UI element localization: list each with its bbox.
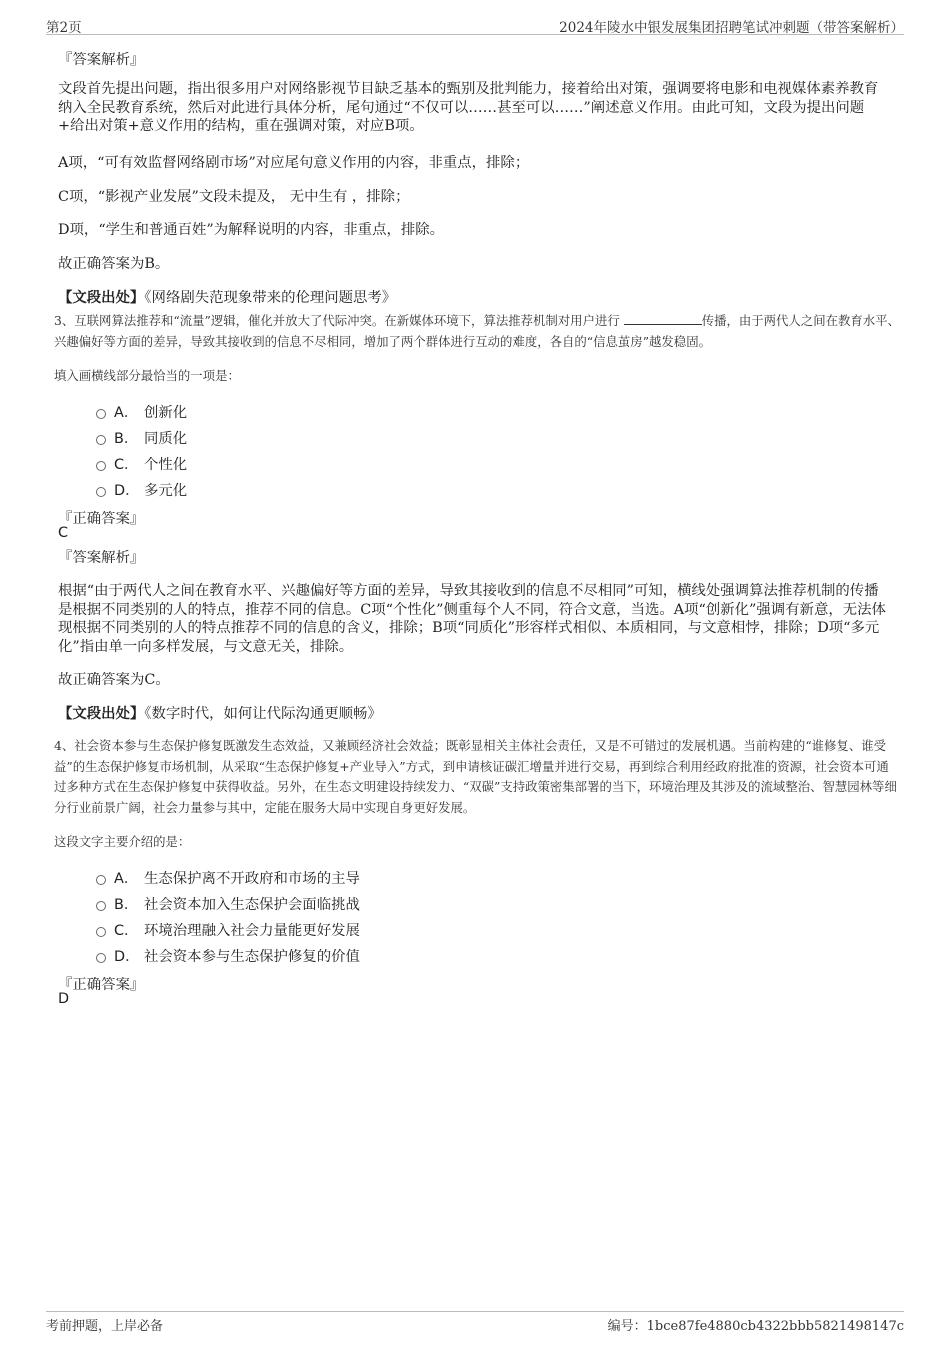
q4-stem: 4、社会资本参与生态保护修复既激发生态效益，又兼顾经济社会效益；既彰显相关主体社会责任，又是不可错过的发展机遇。当前构建的“谁修复、谁受益”的生态保护修复市场机制，从采取“生态保护修复+产业导入”方式，到申请核证碳汇增量并进行交易，再到综合利用经政府批准的资源，社会资本可通过多种方式在生态保护修复中获得收益。另外，在生态文明建设持续发力、“双碳”支持政策密集部署的当下，环境治理及其涉及的流域整治、智慧园林等细分行业前景广阔，社会力量参与其中，定能在服务大局中实现自身更好发展。	[54, 738, 897, 815]
q4-option-c[interactable]	[96, 919, 360, 939]
q4-option-a-text: 生态保护离不开政府和市场的主导	[144, 871, 360, 887]
q3-option-d-letter: D．	[114, 483, 140, 499]
q4-option-d[interactable]	[96, 945, 360, 965]
prev-analysis-heading: 『答案解析』	[58, 52, 145, 68]
footer-doc-id: 编号：1bce87fe4880cb4322bbb5821498147c	[607, 1319, 904, 1334]
prev-note-d: D项，“学生和普通百姓”为解释说明的内容，非重点，排除。	[58, 222, 445, 238]
q3-prompt: 填入画横线部分最恰当的一项是：	[54, 368, 240, 383]
q3-stem	[54, 311, 900, 352]
q3-source-title: 《数字时代，如何让代际沟通更顺畅》	[144, 706, 382, 722]
q3-blank	[624, 312, 702, 325]
document-title: 2024年陵水中银发展集团招聘笔试冲刺题（带答案解析）	[559, 20, 904, 36]
q4-prompt: 这段文字主要介绍的是：	[54, 834, 191, 849]
q3-option-b-letter: B．	[114, 431, 139, 447]
q3-stem-before: 3、互联网算法推荐和“流量”逻辑，催化并放大了代际冲突。在新媒体环境下，算法推荐机制对用户进行	[54, 313, 620, 328]
q3-option-c-letter: C．	[114, 457, 139, 473]
q4-option-a[interactable]	[96, 867, 360, 887]
q4-answer: D	[58, 991, 70, 1007]
q3-option-d-text: 多元化	[144, 483, 188, 499]
q4-option-d-letter: D．	[114, 949, 140, 965]
page-header	[46, 14, 904, 35]
radio-icon[interactable]	[96, 435, 106, 445]
radio-icon[interactable]	[96, 487, 106, 497]
page-number: 第2页	[46, 20, 82, 36]
q3-answer: C	[58, 525, 69, 541]
q3-analysis-text: 根据“由于两代人之间在教育水平、兴趣偏好等方面的差异，导致其接收到的信息不尽相同”可知，横线处强调算法推荐机制的传播是根据不同类别的人的特点，推荐不同的信息。C项“个性化”侧重每个人不同，符合文意，当选。A项“创新化”强调有新意，无法体现根据不同类别的人的特点推荐不同的信息的含义，排除；B项“同质化”形容样式相似、本质相同，与文意相悖，排除；D项“多元化”指由单一向多样发展，与文意无关，排除。	[58, 583, 886, 655]
q4-option-d-text: 社会资本参与生态保护修复的价值	[144, 949, 360, 965]
radio-icon[interactable]	[96, 409, 106, 419]
q3-option-c-text: 个性化	[144, 457, 188, 473]
q3-option-d[interactable]	[96, 479, 187, 499]
prev-source-title: 《网络剧失范现象带来的伦理问题思考》	[144, 290, 397, 306]
radio-icon[interactable]	[96, 461, 106, 471]
q4-option-c-text: 环境治理融入社会力量能更好发展	[144, 923, 360, 939]
q4-option-b[interactable]	[96, 893, 360, 913]
q3-option-b-text: 同质化	[144, 431, 188, 447]
q4-answer-heading: 『正确答案』	[58, 977, 145, 993]
prev-source-label: 【文段出处】	[58, 289, 145, 306]
q3-conclusion: 故正确答案为C。	[58, 672, 170, 688]
radio-icon[interactable]	[96, 875, 106, 885]
prev-analysis-text: 文段首先提出问题，指出很多用户对网络影视节目缺乏基本的甄别及批判能力，接着给出对策，强调要将电影和电视媒体素养教育纳入全民教育系统，然后对此进行具体分析，尾句通过“不仅可以……甚至可以……”阐述意义作用。由此可知，文段为提出问题+给出对策+意义作用的结构，重在强调对策，对应B项。	[58, 81, 879, 134]
q4-option-b-text: 社会资本加入生态保护会面临挑战	[144, 897, 360, 913]
q3-analysis-heading: 『答案解析』	[58, 550, 145, 566]
q4-option-c-letter: C．	[114, 923, 139, 939]
radio-icon[interactable]	[96, 901, 106, 911]
q3-option-a-text: 创新化	[144, 405, 188, 421]
radio-icon[interactable]	[96, 927, 106, 937]
q3-option-b[interactable]	[96, 427, 187, 447]
q3-source-label: 【文段出处】	[58, 705, 145, 722]
q3-source	[58, 702, 382, 723]
q3-answer-heading: 『正确答案』	[58, 511, 145, 527]
prev-note-c: C项，“影视产业发展”文段未提及， 无中生有 ，排除；	[58, 189, 410, 205]
q3-option-c[interactable]	[96, 453, 187, 473]
radio-icon[interactable]	[96, 953, 106, 963]
prev-source	[58, 286, 396, 307]
q3-option-a[interactable]	[96, 401, 187, 421]
q3-stem-after: 传播，由于两代人之间在教育水平、兴趣偏好等方面的差异，导致其接收到的信息不尽相同，增加了两个群体进行互动的难度，各自的“信息茧房”越发稳固。	[54, 313, 900, 349]
q3-option-a-letter: A．	[114, 405, 139, 421]
prev-conclusion: 故正确答案为B。	[58, 256, 170, 272]
prev-note-a: A项，“可有效监督网络剧市场”对应尾句意义作用的内容，非重点，排除；	[58, 155, 530, 171]
q4-option-a-letter: A．	[114, 871, 139, 887]
page-footer	[46, 1311, 904, 1334]
q4-option-b-letter: B．	[114, 897, 139, 913]
footer-slogan: 考前押题，上岸必备	[46, 1319, 164, 1334]
